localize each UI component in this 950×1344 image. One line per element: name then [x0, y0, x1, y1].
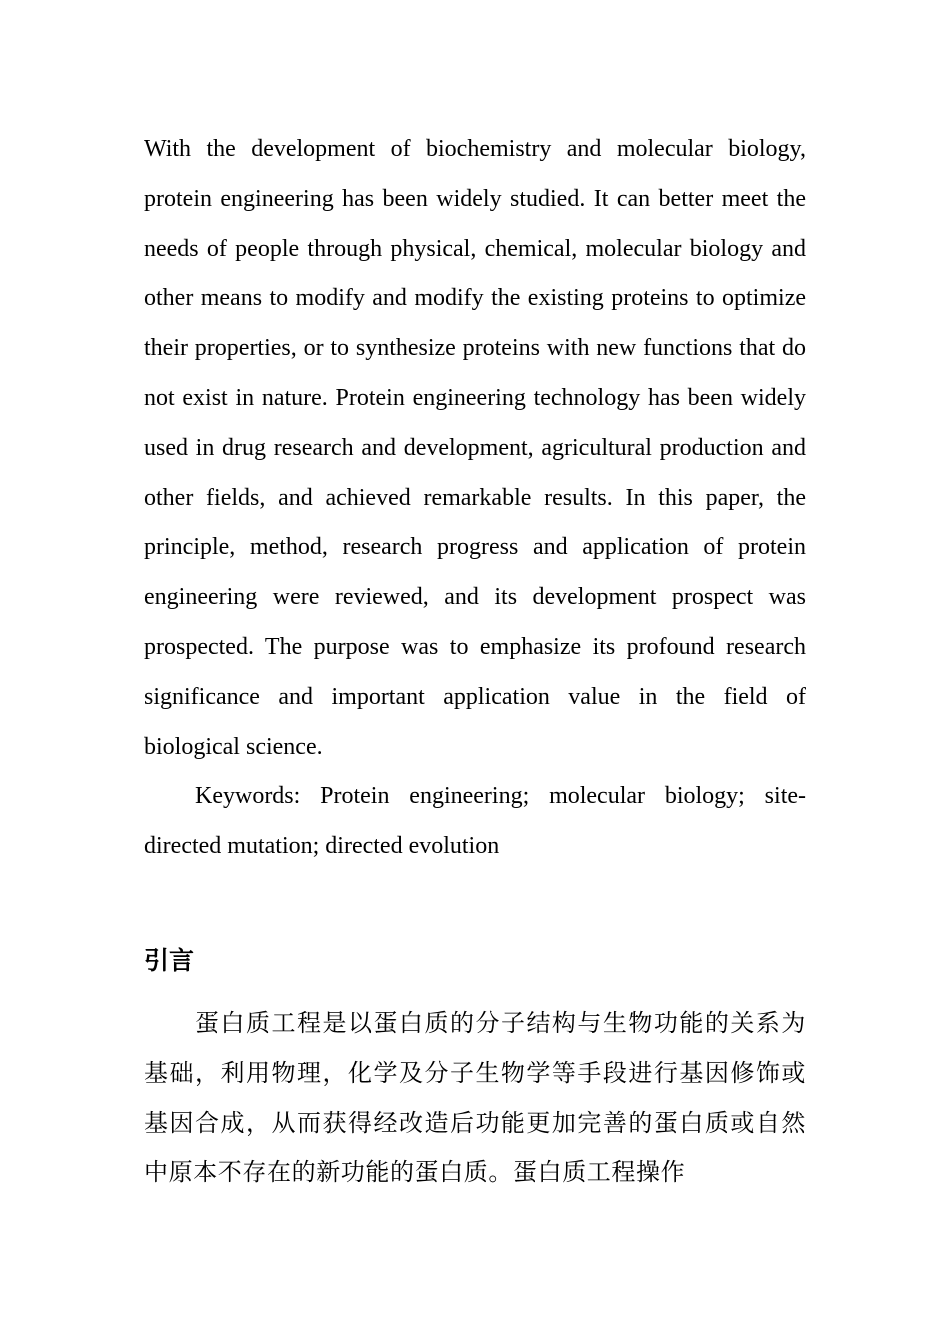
introduction-paragraph: 蛋白质工程是以蛋白质的分子结构与生物功能的关系为基础，利用物理，化学及分子生物学等手段进行基因修饰或基因合成，从而获得经改造后功能更加完善的蛋白质或自然中原本不存在的新功能的蛋白质。蛋白质工程操作 — [144, 1009, 806, 1187]
abstract-paragraph: With the development of biochemistry and molecular biology, protein engineering has been widely studied. It can better meet the needs of people through physical, chemical, molecular biology and other means to modify and modify the existing proteins to optimize their properties, or to synthesize proteins with new functions that do not exist in nature. Protein engineering technology has been widely used in drug research and development, agricultural production and other fields, and achieved remarkable results. In this paper, the principle, method, research progress and application of protein engineering were reviewed, and its development prospect was prospected. The purpose was to emphasize its profound research significance and important application value in the field of biological science. — [144, 136, 806, 760]
section-heading-introduction: 引言 — [144, 946, 195, 975]
keywords-paragraph: Keywords: Protein engineering; molecular biology; site-directed mutation; directed evolution — [144, 783, 806, 860]
document-page — [144, 125, 806, 1187]
